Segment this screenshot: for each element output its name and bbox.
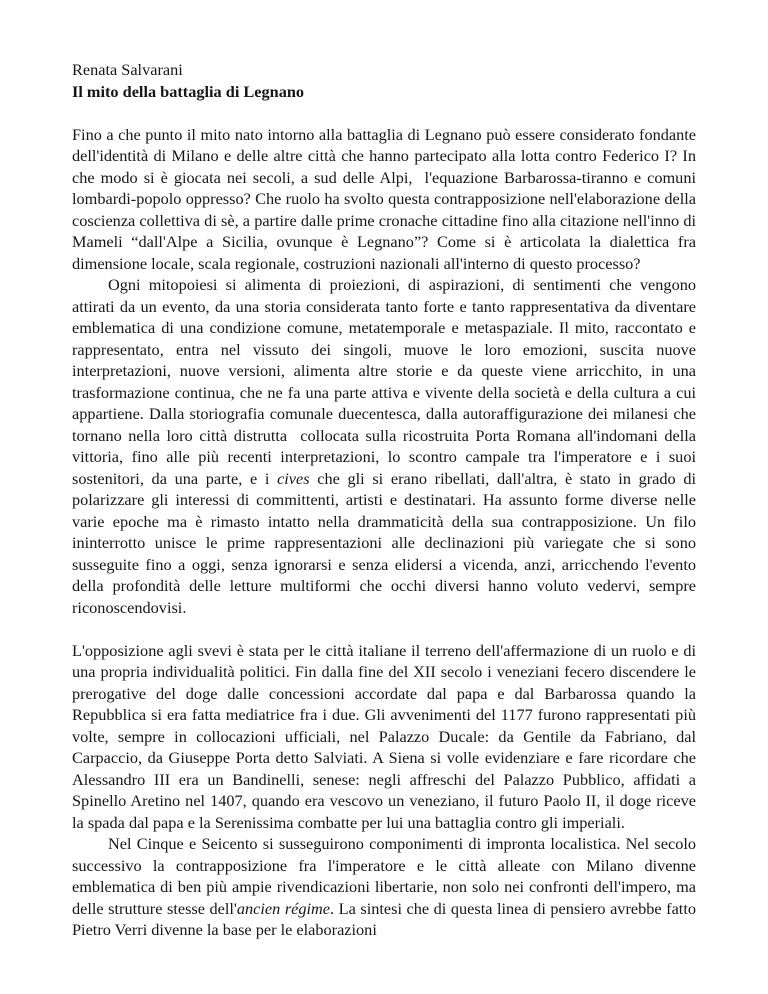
- document-header: [72, 59, 696, 102]
- italic-text: cives: [277, 468, 310, 488]
- text-segment: Ogni mitopoiesi si alimenta di proiezioni, di aspirazioni, di sentimenti che vengono attirati da un evento, da una storia considerata tanto forte e tanto rappresentativa da diventare emblematica di una condizione comune, metatemporale e metaspaziale. Il mito, raccontato e rappresentato, entra nel vissuto dei singoli, muove le loro emozioni, suscita nuove interpretazioni, nuove versioni, alimenta altre storie e da queste viene arricchito, in una trasformazione continua, che ne fa una parte attiva e vivente della società e della cultura a cui appartiene. Dalla storiografia comunale duecentesca, dalla autoraffigurazione dei milanesi che tornano nella loro città distrutta collocata sulla ricostruita Porta Romana all'indomani della vittoria, fino alle più recenti interpretazioni, lo scontro campale tra l'imperatore e i suoi sostenitori, da una parte, e i: [72, 275, 696, 488]
- text-segment: che gli si erano ribellati, dall'altra, è stato in grado di polarizzare gli interessi di committenti, artisti e destinatari. Ha assunto forme diverse nelle varie epoche ma è rimasto intatto nella drammaticità della sua contrapposizione. Un filo ininterrotto unisce le prime rappresentazioni alle declinazioni più variegate che si sono susseguite fino a oggi, senza ignorarsi e senza elidersi a vicenda, anzi, arricchendo l'evento della profondità delle letture multiformi che occhi diversi hanno voluto vedervi, sempre riconoscendovisi.: [72, 468, 696, 617]
- paragraph-opposizione: [72, 640, 696, 834]
- paragraph-mitopoiesi: [72, 274, 696, 618]
- text-segment: . La sintesi che di questa linea di pensiero avrebbe fatto Pietro Verri divenne la base per le elaborazioni: [72, 898, 696, 939]
- text-segment: Nel Cinque e Seicento si susseguirono componimenti di impronta localistica. Nel secolo successivo la contrapposizione fra l'imperatore e le città alleate con Milano divenne emblematica di ben più ampie rivendicazioni libertarie, non solo nei confronti dell'impero, ma delle strutture stesse dell': [72, 834, 696, 918]
- document-title: Il mito della battaglia di Legnano: [72, 81, 305, 101]
- text-segment: Fino a che punto il mito nato intorno alla battaglia di Legnano può essere considerato fondante dell'identità di Milano e delle altre città che hanno partecipato alla lotta contro Federico I? In che modo si è giocata nei secoli, a sud delle Alpi, l'equazione Barbarossa-tiranno e comuni lombardi-popolo oppresso? Che ruolo ha svolto questa contrapposizione nell'elaborazione della coscienza collettiva di sè, a partire dalle prime cronache cittadine fino alla citazione nell'inno di Mameli “dall'Alpe a Sicilia, ovunque è Legnano”? Come si è articolata la dialettica fra dimensione locale, scala regionale, costruzioni nazionali all'interno di questo processo?: [72, 124, 696, 273]
- italic-text: ancien régime: [236, 898, 331, 918]
- paragraph-cinquecento: [72, 833, 696, 941]
- text-segment: L'opposizione agli svevi è stata per le città italiane il terreno dell'affermazione di un ruolo e di una propria individualità politici. Fin dalla fine del XII secolo i veneziani fecero discendere le prerogative del doge dalle concessioni accordate dal papa e dal Barbarossa quando la Repubblica si era fatta mediatrice fra i due. Gli avvenimenti del 1177 furono rappresentati più volte, sempre in collocazioni ufficiali, nel Palazzo Ducale: da Gentile da Fabriano, dal Carpaccio, da Giuseppe Porta detto Salviati. A Siena si volle evidenziare e fare ricordare che Alessandro III era un Bandinelli, senese: negli affreschi del Palazzo Pubblico, affidati a Spinello Aretino nel 1407, quando era vescovo un veneziano, il futuro Paolo II, il doge riceve la spada dal papa e la Serenissima combatte per lui una battaglia contro gli imperiali.: [72, 640, 696, 832]
- document-body: [72, 124, 696, 941]
- author-name: Renata Salvarani: [72, 60, 183, 79]
- paragraph-intro: [72, 124, 696, 275]
